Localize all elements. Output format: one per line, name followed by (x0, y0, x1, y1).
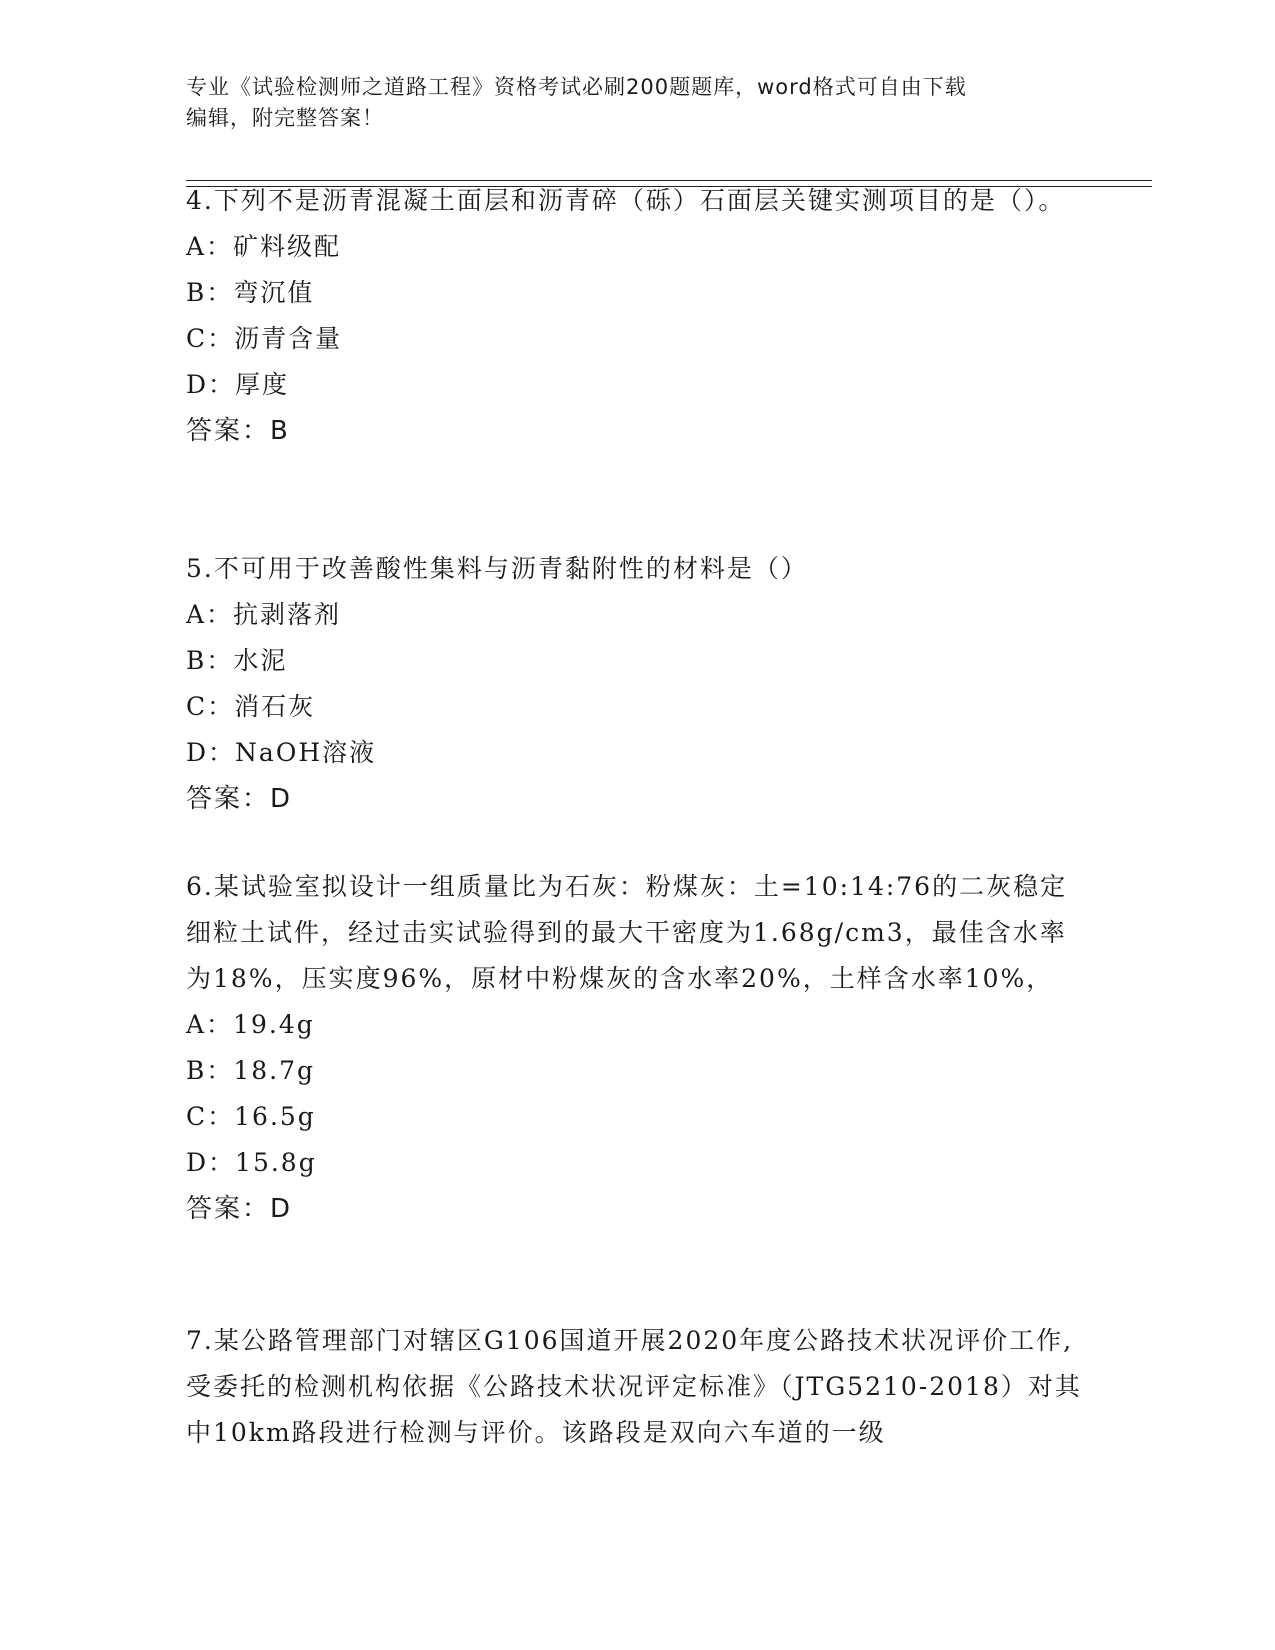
answer: 答案：D (186, 784, 293, 814)
answer: 答案：B (186, 416, 290, 446)
option-c: C：沥青含量 (186, 324, 343, 353)
header-line-2: 编辑，附完整答案！ (186, 106, 384, 130)
header-line-1: 专业《试验检测师之道路工程》资格考试必刷200题题库，word格式可自由下载 (186, 75, 967, 99)
question-4 (186, 178, 1086, 454)
option-d: D：15.8g (186, 1148, 317, 1177)
question-stem: 7.某公路管理部门对辖区G106国道开展2020年度公路技术状况评价工作,受委托的检测机构依据《公路技术状况评定标准》（JTG5210-2018）对其中10km路段进行检测与评价。该路段是双向六车道的一级 (186, 1326, 1082, 1447)
option-a: A：19.4g (186, 1010, 315, 1039)
option-b: B：18.7g (186, 1056, 316, 1085)
option-b: B：水泥 (186, 646, 288, 675)
option-a: A：抗剥落剂 (186, 600, 342, 629)
option-c: C：16.5g (186, 1102, 316, 1131)
question-stem: 6.某试验室拟设计一组质量比为石灰：粉煤灰：土=10:14:76的二灰稳定细粒土试件，经过击实试验得到的最大干密度为1.68g/cm3，最佳含水率为18%，压实度96%，原材中粉煤灰的含水率20%，土样含水率10%， (186, 872, 1068, 993)
option-b: B：弯沉值 (186, 278, 315, 307)
question-stem: 5.不可用于改善酸性集料与沥青黏附性的材料是（） (186, 554, 808, 583)
option-d: D：NaOH溶液 (186, 738, 377, 767)
question-6 (186, 864, 1086, 1232)
question-5 (186, 546, 1086, 822)
option-a: A：矿料级配 (186, 232, 342, 261)
option-d: D：厚度 (186, 370, 290, 399)
answer: 答案：D (186, 1194, 293, 1224)
question-stem: 4.下列不是沥青混凝土面层和沥青碎（砾）石面层关键实测项目的是（）。 (186, 186, 1066, 215)
document-header (186, 72, 1086, 134)
option-c: C：消石灰 (186, 692, 316, 721)
question-7 (186, 1318, 1086, 1456)
